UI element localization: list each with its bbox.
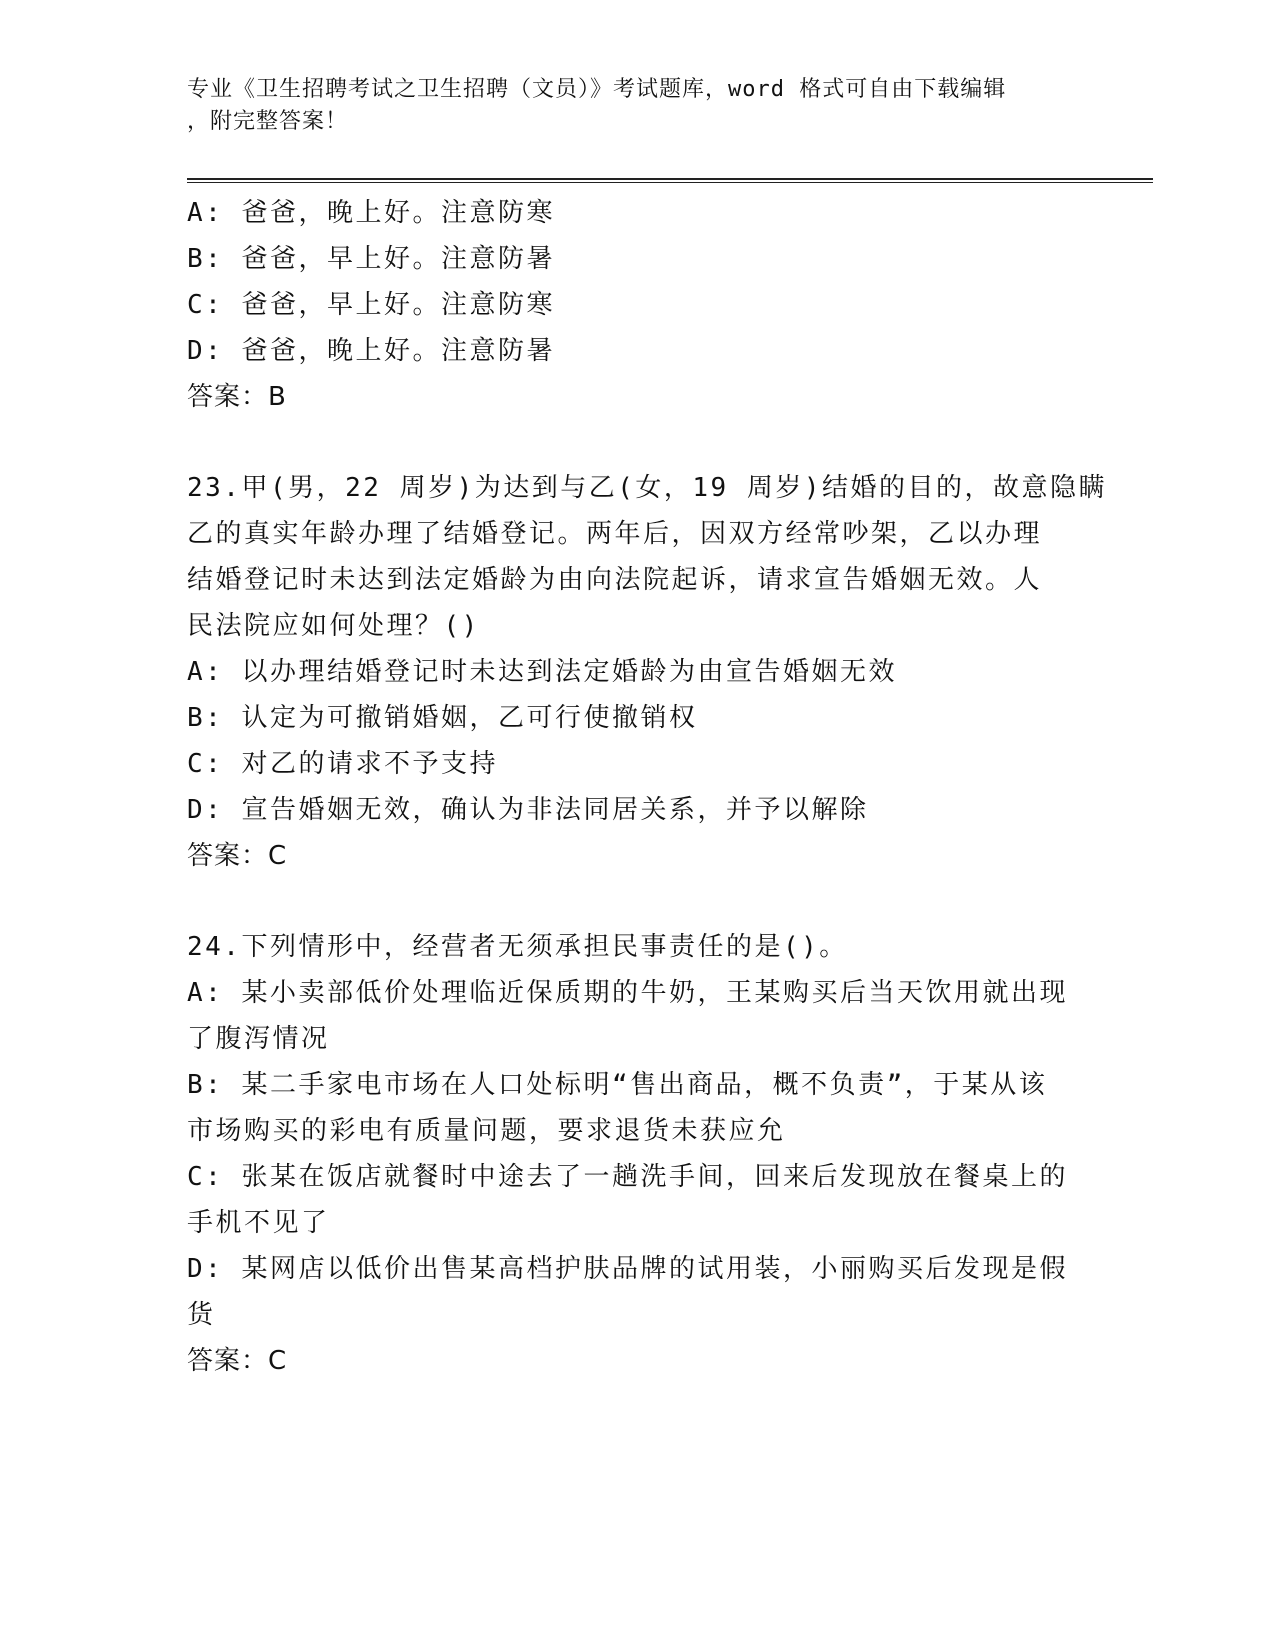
option-d-line-1: D: 某网店以低价出售某高档护肤品牌的试用装，小丽购买后发现是假 bbox=[187, 1254, 1068, 1284]
spacer bbox=[187, 420, 1087, 465]
question-text-line: 23.甲(男，22 周岁)为达到与乙(女，19 周岁)结婚的目的，故意隐瞒 bbox=[187, 473, 1107, 503]
option-a: A: 以办理结婚登记时未达到法定婚龄为由宣告婚姻无效 bbox=[187, 657, 897, 687]
question-text-line: 结婚登记时未达到法定婚龄为由向法院起诉，请求宣告婚姻无效。人 bbox=[187, 565, 1043, 595]
question-text-line: 民法院应如何处理？() bbox=[187, 611, 480, 641]
option-b: B: 爸爸，早上好。注意防暑 bbox=[187, 244, 555, 274]
page-header bbox=[187, 74, 1067, 138]
option-b: B: 认定为可撤销婚姻，乙可行使撤销权 bbox=[187, 703, 698, 733]
option-a-line-1: A: 某小卖部低价处理临近保质期的牛奶，王某购买后当天饮用就出现 bbox=[187, 978, 1068, 1008]
question-text-line: 24.下列情形中，经营者无须承担民事责任的是()。 bbox=[187, 932, 848, 962]
question-24-block bbox=[187, 924, 1087, 1384]
option-c: C: 爸爸，早上好。注意防寒 bbox=[187, 290, 555, 320]
spacer bbox=[187, 879, 1087, 924]
option-d-line-2: 货 bbox=[187, 1300, 216, 1330]
option-c-line-2: 手机不见了 bbox=[187, 1208, 330, 1238]
option-b-line-1: B: 某二手家电市场在人口处标明“售出商品，概不负责”，于某从该 bbox=[187, 1070, 1048, 1100]
question-23-block bbox=[187, 465, 1107, 879]
option-b-line-2: 市场购买的彩电有质量问题，要求退货未获应允 bbox=[187, 1116, 786, 1146]
option-d: D: 爸爸，晚上好。注意防暑 bbox=[187, 336, 555, 366]
header-divider bbox=[187, 178, 1153, 183]
option-a: A: 爸爸，晚上好。注意防寒 bbox=[187, 198, 555, 228]
question-22-block bbox=[187, 190, 1087, 420]
option-d: D: 宣告婚姻无效，确认为非法同居关系，并予以解除 bbox=[187, 795, 869, 825]
option-c-line-1: C: 张某在饭店就餐时中途去了一趟洗手间，回来后发现放在餐桌上的 bbox=[187, 1162, 1068, 1192]
option-c: C: 对乙的请求不予支持 bbox=[187, 749, 498, 779]
header-line-2: ，附完整答案！ bbox=[187, 109, 349, 134]
option-a-line-2: 了腹泻情况 bbox=[187, 1024, 330, 1054]
question-content bbox=[187, 190, 1107, 1384]
answer-line: 答案：C bbox=[187, 1346, 288, 1376]
question-text-line: 乙的真实年龄办理了结婚登记。两年后，因双方经常吵架，乙以办理 bbox=[187, 519, 1043, 549]
answer-line: 答案：C bbox=[187, 841, 288, 871]
answer-line: 答案：B bbox=[187, 382, 287, 412]
header-line-1: 专业《卫生招聘考试之卫生招聘（文员）》考试题库，word 格式可自由下载编辑 bbox=[187, 77, 1007, 102]
